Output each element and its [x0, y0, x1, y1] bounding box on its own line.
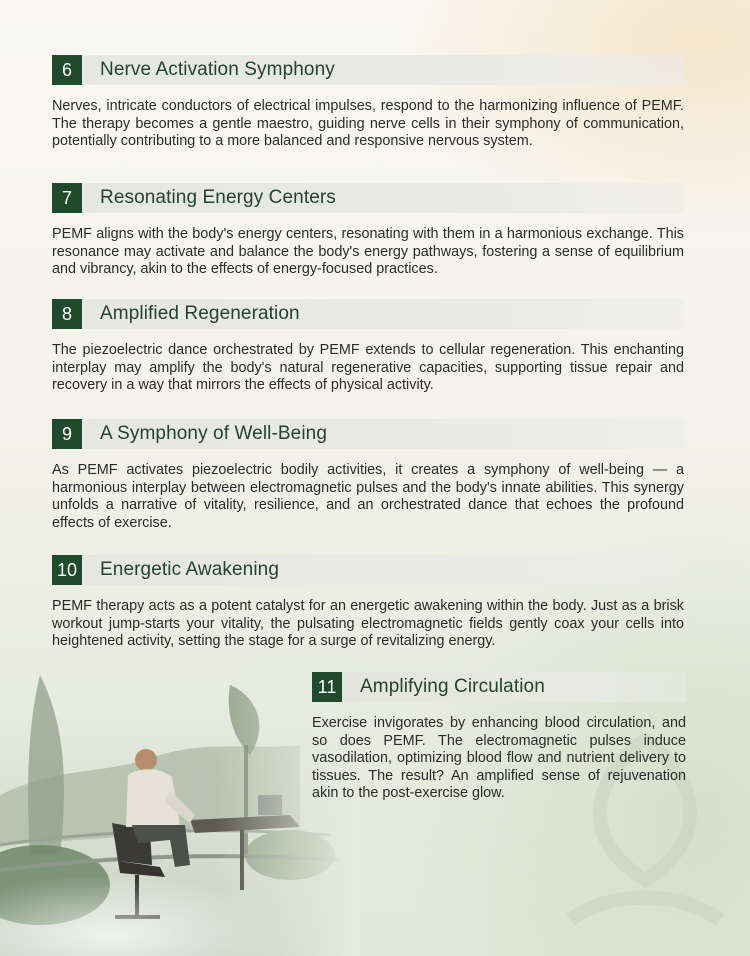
- section-11-header: [312, 672, 686, 702]
- section-body: PEMF therapy acts as a potent catalyst for an energetic awakening within the body. Just as a brisk workout jump-starts your vitality, the pulsating electromagnetic fields gently coax your cells into heightened activity, setting the stage for a surge of revitalizing energy.: [52, 598, 684, 650]
- section-7-header: [52, 183, 684, 213]
- section-8: [52, 299, 684, 395]
- section-11: [312, 672, 686, 803]
- section-number-badge: 6: [52, 55, 82, 85]
- section-6: [52, 55, 684, 151]
- section-title: Amplifying Circulation: [360, 676, 545, 697]
- section-body: The piezoelectric dance orchestrated by PEMF extends to cellular regeneration. This enchanting interplay may amplify the body's natural regenerative capacities, supporting tissue repair and recovery in a way that mirrors the effects of physical activity.: [52, 342, 684, 394]
- section-body: PEMF aligns with the body's energy centers, resonating with them in a harmonious exchange. This resonance may activate and balance the body's energy pathways, fostering a sense of equilibrium and vibrancy, akin to the effects of energy-focused practices.: [52, 226, 684, 278]
- section-number-badge: 10: [52, 555, 82, 585]
- section-body: Exercise invigorates by enhancing blood circulation, and so does PEMF. The electromagnetic pulses induce vasodilation, optimizing blood flow and nutrient delivery to tissues. The result? An amplified sense of rejuvenation akin to the post-exercise glow.: [312, 715, 686, 802]
- section-8-header: [52, 299, 684, 329]
- section-number-badge: 11: [312, 672, 342, 702]
- section-title: A Symphony of Well-Being: [100, 423, 327, 444]
- section-title: Energetic Awakening: [100, 559, 280, 580]
- section-9-header: [52, 419, 684, 449]
- section-number-badge: 8: [52, 299, 82, 329]
- section-number-badge: 7: [52, 183, 82, 213]
- section-7: [52, 183, 684, 279]
- section-10: [52, 555, 684, 651]
- section-title: Resonating Energy Centers: [100, 187, 336, 208]
- section-number-badge: 9: [52, 419, 82, 449]
- section-title: Amplified Regeneration: [100, 303, 300, 324]
- section-10-header: [52, 555, 684, 585]
- section-title: Nerve Activation Symphony: [100, 59, 335, 80]
- section-6-header: [52, 55, 684, 85]
- section-9: [52, 419, 684, 532]
- illustration-man-at-desk: [0, 655, 360, 956]
- section-body: As PEMF activates piezoelectric bodily activities, it creates a symphony of well-being — a harmonious interplay between electromagnetic pulses and the body's innate abilities. This synergy unfolds a narrative of vitality, resilience, and an orchestrated dance that echoes the profound effects of exercise.: [52, 462, 684, 531]
- section-body: Nerves, intricate conductors of electrical impulses, respond to the harmonizing influence of PEMF. The therapy becomes a gentle maestro, guiding nerve cells in their symphony of communication, potentially contributing to a more balanced and responsive nervous system.: [52, 98, 684, 150]
